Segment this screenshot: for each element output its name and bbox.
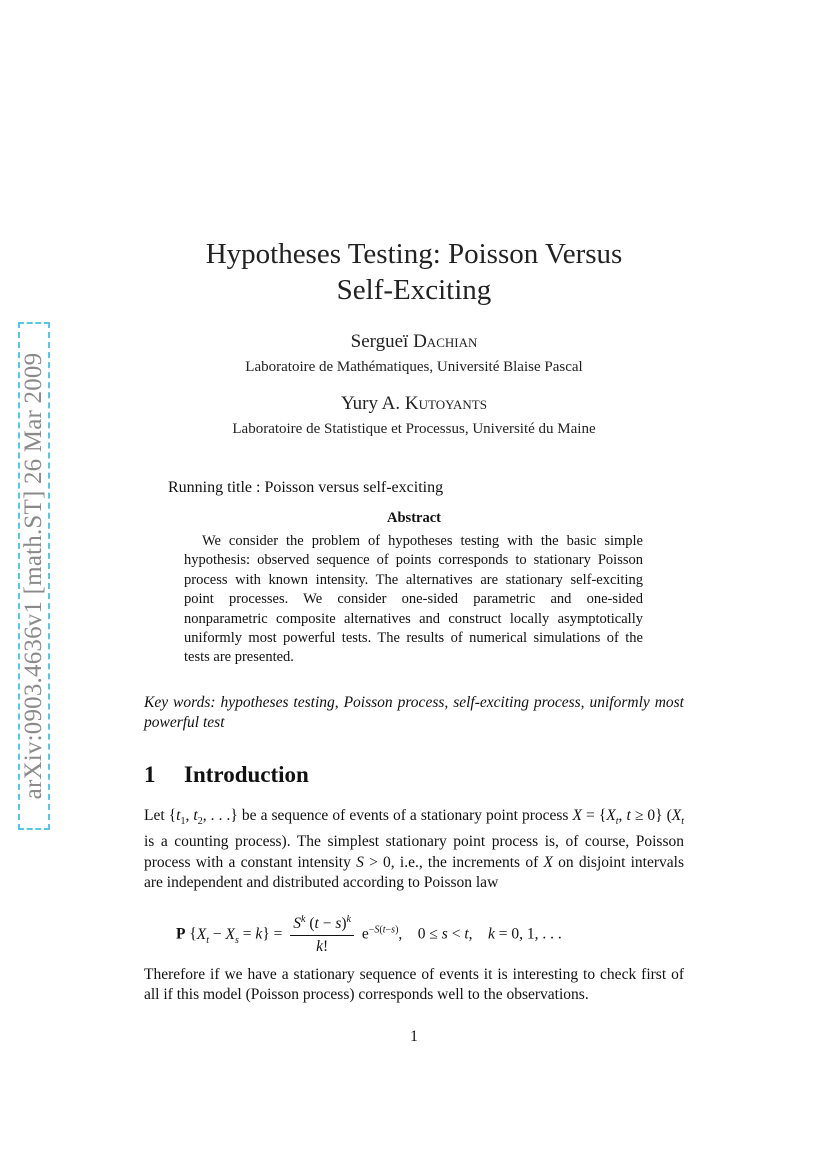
intro-paragraph-1: Let {$t_1$, $t_2$, . . .} be a sequence of events of a stationary point process $X = \{X_t$, t ≥ 0} ($X_t$ is a counting process). The simplest stationary point process is, of course, Poisson process with a constant intensity S > 0, i.e., the increments of X on disjoint intervals are independent and distributed according to Poisson law xyxy=(144,807,685,891)
poisson-law-equation: P $\{X_t - X_s = k\}$ = $\frac{S^k (t - s)^k}{k!}$ $e^{-S(t-s)}$, 0 ≤ s < t, k = 0, 1, . . . xyxy=(176,914,562,956)
page-number: 1 xyxy=(410,1028,418,1045)
author-2 xyxy=(0,393,828,415)
section-heading xyxy=(144,762,309,788)
author-1 xyxy=(0,331,828,353)
paper-title-line1: Hypotheses Testing: Poisson Versus xyxy=(205,238,623,270)
author-1-affiliation: Laboratoire de Mathématiques, Université Blaise Pascal xyxy=(245,359,583,375)
author-1-family: Dachian xyxy=(413,331,478,352)
author-2-family: Kutoyants xyxy=(404,393,487,414)
paper-title-line2: Self-Exciting xyxy=(336,274,492,306)
intro-paragraph-2: Therefore if we have a stationary sequence of events it is interesting to check first of all if this model (Poisson process) corresponds well to the observations. xyxy=(144,966,684,1004)
section-title: Introduction xyxy=(184,762,309,787)
paper-title xyxy=(0,236,828,308)
equation-fraction: $\frac{S^k (t - s)^k}{k!}$ xyxy=(290,914,354,956)
arxiv-id: arXiv:0903.4636v1 [math.ST] 26 Mar 2009 xyxy=(20,352,47,800)
keywords: Key words: hypotheses testing, Poisson process, self-exciting process, uniformly most powerful test xyxy=(144,694,684,731)
abstract-text: We consider the problem of hypotheses testing with the basic simple hypothesis: observed sequence of points corresponds to stationary Poisson process with known intensity. The alternatives are stationary self-exciting point processes. We consider one-sided parametric and one-sided nonparametric composite alternatives and construct locally asymptotically uniformly most powerful tests. The results of numerical simulations of the tests are presented. xyxy=(184,533,643,666)
section-number: 1 xyxy=(144,762,156,787)
running-title: Running title : Poisson versus self-exciting xyxy=(168,479,444,496)
author-2-given: Yury A. xyxy=(341,393,401,414)
author-2-affiliation: Laboratoire de Statistique et Processus, Université du Maine xyxy=(232,421,596,437)
author-1-given: Sergueï xyxy=(350,331,409,352)
abstract-heading: Abstract xyxy=(387,510,441,526)
